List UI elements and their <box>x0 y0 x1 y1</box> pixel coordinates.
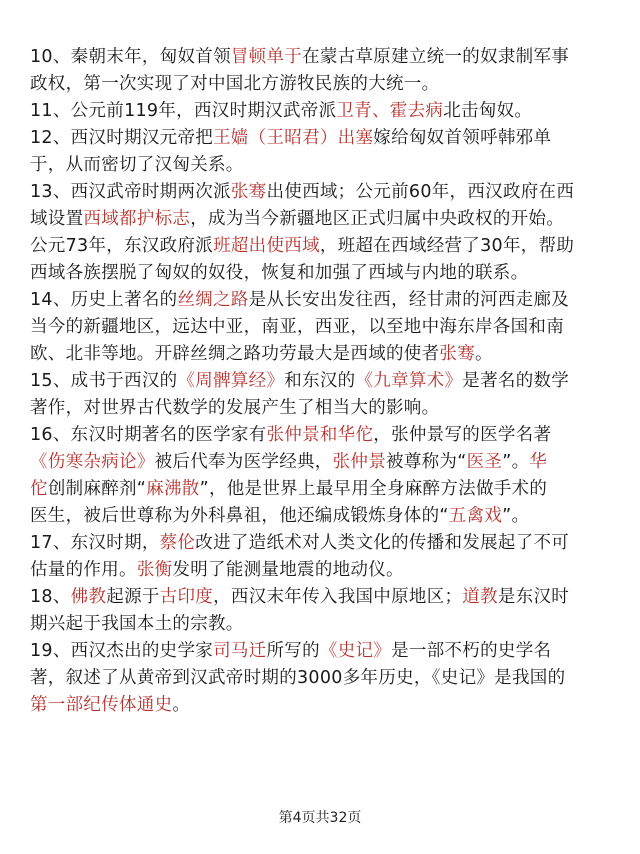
text-segment: ”，他是世界上最早用全身麻醉方法做手术的 <box>199 479 548 499</box>
text-line <box>30 125 626 152</box>
highlighted-term: 王嫱（王昭君）出塞 <box>213 128 374 148</box>
text-segment: 嫁给匈奴首领呼韩邪单 <box>373 128 552 148</box>
highlighted-term: 司马迁 <box>213 641 267 661</box>
text-line <box>30 260 626 287</box>
text-segment: 于，从而密切了汉匈关系。 <box>30 155 244 175</box>
text-line <box>30 206 626 233</box>
text-segment: 所写的 <box>266 641 320 661</box>
highlighted-term: 班超出使西域 <box>213 236 320 256</box>
highlighted-term: 蔡伦 <box>159 533 196 553</box>
highlighted-term: 张仲景和华佗 <box>266 425 374 445</box>
text-segment: 西域各族摆脱了匈奴的奴役，恢复和加强了西域与内地的联系。 <box>30 263 529 283</box>
text-segment: 医生，被后世尊称为外科鼻祖，他还编成锻炼身体的“ <box>30 506 449 526</box>
text-segment: 是一部不朽的史学名 <box>391 641 552 661</box>
highlighted-term: 麻沸散 <box>146 479 200 499</box>
text-segment: 著，叙述了从黄帝到汉武帝时期的3000多年历史，《史记》是我国的 <box>30 668 566 688</box>
text-segment: 14、历史上著名的 <box>30 290 178 310</box>
text-segment: 是东汉时 <box>497 587 570 607</box>
text-segment: 发明了能测量地震的地动仪。 <box>172 560 404 580</box>
highlighted-term: 华 <box>529 452 548 472</box>
text-line <box>30 395 626 422</box>
page-number: 第4页共32页 <box>278 810 362 826</box>
text-segment: 被后代奉为医学经典， <box>154 452 333 472</box>
text-line <box>30 71 626 98</box>
text-line <box>30 179 626 206</box>
text-line <box>30 476 626 503</box>
text-segment: 是著名的数学 <box>462 371 570 391</box>
highlighted-term: 佗 <box>30 479 48 499</box>
highlighted-term: 《周髀算经》 <box>177 371 285 391</box>
text-line <box>30 368 626 395</box>
highlighted-term: 张仲景 <box>332 452 387 472</box>
highlighted-term: 《史记》 <box>319 641 392 661</box>
highlighted-term: 丝绸之路 <box>177 290 249 310</box>
text-line <box>30 422 626 449</box>
text-segment: 著作，对世界古代数学的发展产生了相当大的影响。 <box>30 398 440 418</box>
text-segment: 公元73年，东汉政府派 <box>30 236 214 256</box>
text-segment: 。 <box>172 695 191 715</box>
highlighted-term: 佛教 <box>70 587 107 607</box>
text-segment: 19、西汉杰出的史学家 <box>30 641 214 661</box>
highlighted-term: 张衡 <box>136 560 173 580</box>
text-segment: 。 <box>475 344 493 364</box>
text-segment: 18、 <box>30 587 71 607</box>
text-segment: 13、西汉武帝时期两次派 <box>30 182 231 202</box>
highlighted-term: 冒顿单于 <box>230 47 303 67</box>
text-line <box>30 692 626 719</box>
text-segment: 是从长安出发往西，经甘肃的河西走廊及 <box>248 290 570 310</box>
text-segment: 域设置 <box>30 209 84 229</box>
highlighted-term: 张骞 <box>439 344 476 364</box>
text-line <box>30 152 626 179</box>
document-body <box>30 44 626 719</box>
text-line <box>30 557 626 584</box>
highlighted-term: 古印度 <box>159 587 214 607</box>
text-segment: 起源于 <box>106 587 160 607</box>
text-line <box>30 638 626 665</box>
text-segment: 创制麻醉剂“ <box>47 479 147 499</box>
highlighted-term: 卫青、霍去病 <box>336 101 444 121</box>
highlighted-term: 道教 <box>462 587 498 607</box>
text-segment: 15、成书于西汉的 <box>30 371 178 391</box>
text-segment: ，班超在西域经营了30年，帮助 <box>319 236 575 256</box>
text-segment: ”。 <box>502 452 530 472</box>
text-segment: ”。 <box>502 506 530 526</box>
text-segment: 改进了造纸术对人类文化的传播和发展起了不可 <box>195 533 570 553</box>
text-segment: ，成为当今新疆地区正式归属中央政权的开始。 <box>190 209 565 229</box>
text-segment: 欧、北非等地。开辟丝绸之路功劳最大是西域的使者 <box>30 344 440 364</box>
highlighted-term: 西域都护标志 <box>83 209 191 229</box>
text-line <box>30 530 626 557</box>
text-line <box>30 665 626 692</box>
text-segment: 10、秦朝末年，匈奴首领 <box>30 47 231 67</box>
text-line <box>30 44 626 71</box>
text-segment: 当今的新疆地区，远达中亚，南亚，西亚，以至地中海东岸各国和南 <box>30 317 564 337</box>
text-segment: ，西汉末年传入我国中原地区； <box>213 587 463 607</box>
text-line <box>30 341 626 368</box>
text-segment: 12、西汉时期汉元帝把 <box>30 128 214 148</box>
highlighted-term: 张骞 <box>230 182 267 202</box>
highlighted-term: 《九章算术》 <box>355 371 463 391</box>
text-segment: 期兴起于我国本土的宗教。 <box>30 614 244 634</box>
text-segment: 北击匈奴。 <box>443 101 533 121</box>
text-segment: 和东汉的 <box>284 371 356 391</box>
text-line <box>30 449 626 476</box>
highlighted-term: 《伤寒杂病论》 <box>30 452 155 472</box>
text-segment: 16、东汉时期著名的医学家有 <box>30 425 267 445</box>
text-line <box>30 314 626 341</box>
text-line <box>30 98 626 125</box>
text-segment: 在蒙古草原建立统一的奴隶制军事 <box>302 47 570 67</box>
text-segment: 被尊称为“ <box>386 452 467 472</box>
text-segment: ，张仲景写的医学名著 <box>373 425 552 445</box>
text-line <box>30 584 626 611</box>
text-segment: 17、东汉时期， <box>30 533 160 553</box>
text-segment: 政权，第一次实现了对中国北方游牧民族的大统一。 <box>30 74 440 94</box>
text-line <box>30 287 626 314</box>
highlighted-term: 第一部纪传体通史 <box>30 695 173 715</box>
highlighted-term: 五禽戏 <box>448 506 503 526</box>
highlighted-term: 医圣 <box>466 452 503 472</box>
text-segment: 11、公元前119年，西汉时期汉武帝派 <box>30 101 337 121</box>
text-line <box>30 503 626 530</box>
text-segment: 估量的作用。 <box>30 560 137 580</box>
text-line <box>30 233 626 260</box>
text-line <box>30 611 626 638</box>
text-segment: 出使西域；公元前60年，西汉政府在西 <box>266 182 575 202</box>
